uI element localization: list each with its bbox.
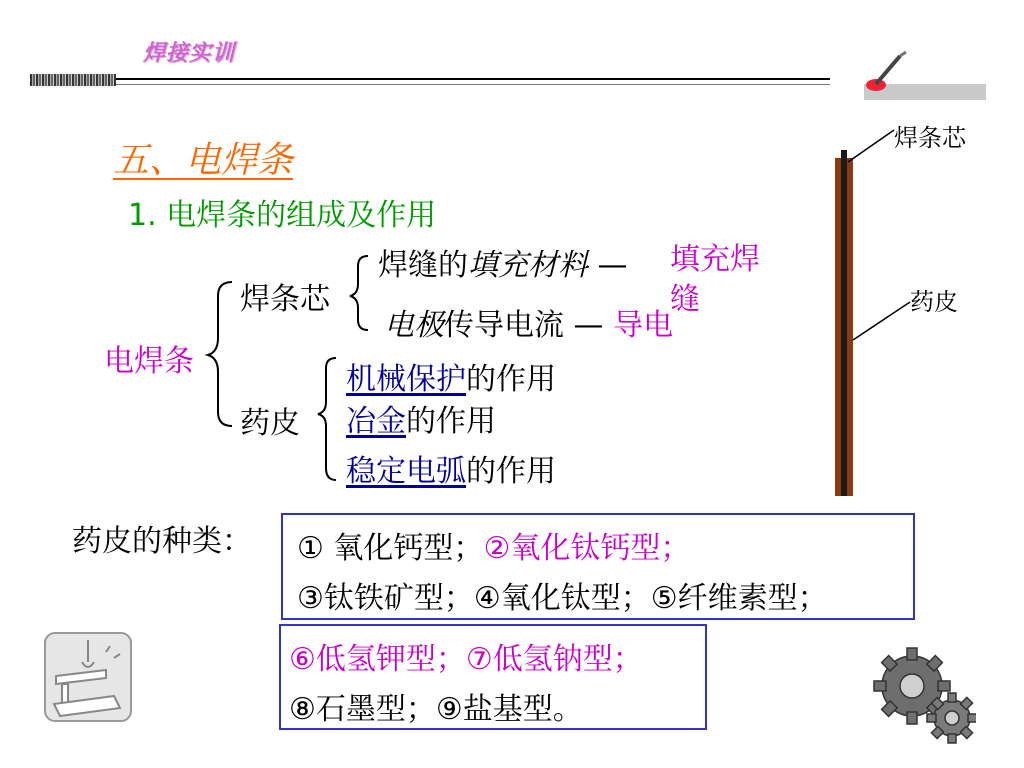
- coating-item-2: [346, 396, 496, 440]
- types-label: 药皮的种类：: [72, 524, 252, 559]
- crane-beam-icon: [44, 632, 132, 722]
- core-item2-result: 导电: [613, 308, 674, 343]
- core-item2-italic: 电极: [384, 308, 444, 343]
- coating-label: 药皮: [240, 406, 300, 441]
- coating-item-3-key: 稳定电弧: [346, 454, 466, 489]
- coating-item-2-key: 冶金: [346, 404, 406, 439]
- coating-item-2-rest: 的作用: [406, 404, 496, 439]
- header-title: 焊接实训: [143, 41, 236, 66]
- tree-root: 电焊条: [104, 344, 194, 379]
- diagram-core-label: 焊条芯: [894, 124, 966, 152]
- core-item1-result: 填充焊缝: [670, 242, 760, 317]
- core-item-electrode: [384, 300, 673, 344]
- core-item1-dash: —: [588, 248, 628, 283]
- coating-item-3: [346, 446, 556, 490]
- core-item1-prefix: 焊缝的: [378, 248, 468, 283]
- welding-torch-icon: [856, 50, 988, 106]
- coating-item-1-rest: 的作用: [466, 362, 556, 397]
- header-rule-line: [116, 78, 830, 85]
- core-item1-italic: 填充材料: [468, 248, 588, 283]
- core-item2-dash: —: [564, 308, 614, 343]
- coating-item-3-rest: 的作用: [466, 454, 556, 489]
- core-item-filler: [378, 240, 628, 284]
- slide-subtitle: 1. 电焊条的组成及作用: [128, 198, 437, 233]
- types-box2-line2: ⑧石墨型；⑨盐基型。: [289, 692, 583, 727]
- types-box1-line1-a: ① 氧化钙型；: [297, 531, 484, 566]
- types-box-2: [279, 624, 707, 730]
- header-rule-dotted: [30, 74, 116, 86]
- diagram-coating-label: 药皮: [910, 288, 958, 316]
- types-box1-line1-b: ②氧化钛钙型；: [483, 531, 691, 566]
- core-label: 焊条芯: [240, 282, 330, 317]
- gears-icon: [872, 642, 976, 746]
- types-box2-line1: ⑥低氢钾型；⑦低氢钠型；: [289, 642, 643, 677]
- types-box1-line1: [297, 523, 690, 567]
- types-box-1: [281, 513, 915, 620]
- coating-item-1-key: 机械保护: [346, 362, 466, 397]
- slide-title: 五、电焊条: [113, 140, 294, 181]
- coating-item-1: [346, 354, 556, 398]
- core-item2-text: 传导电流: [444, 308, 564, 343]
- types-box1-line2: ③钛铁矿型；④氧化钛型；⑤纤维素型；: [297, 581, 828, 616]
